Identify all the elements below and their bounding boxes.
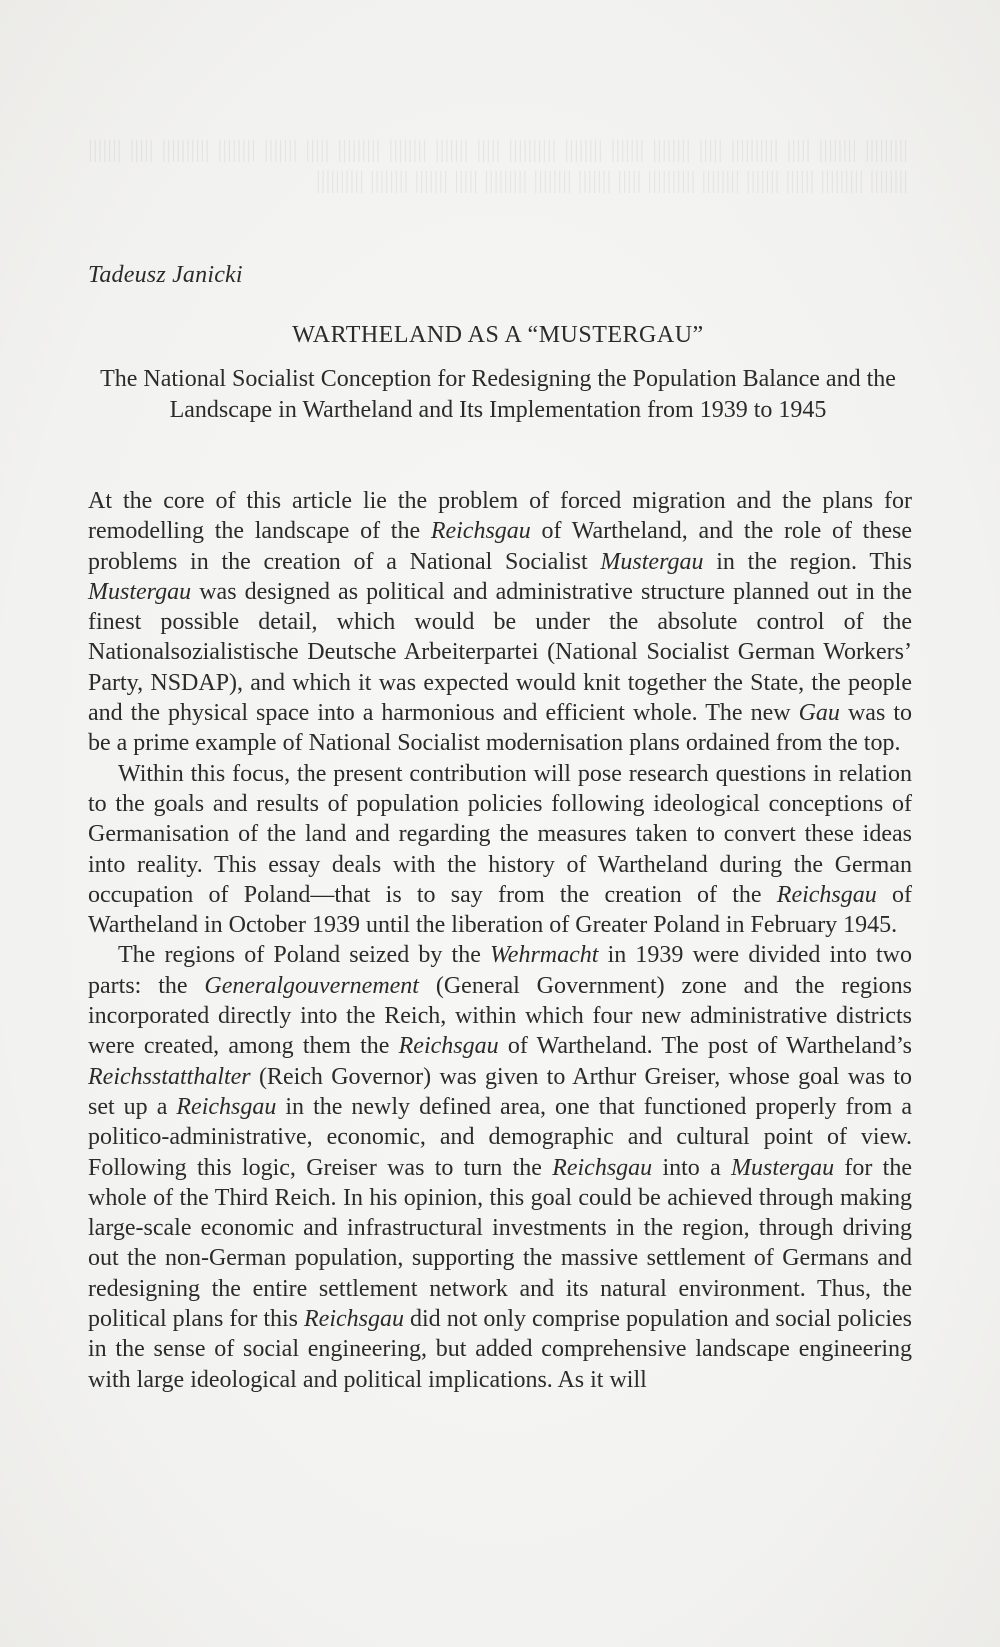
text-run: At the core of this article lie the problem of forced migration and the plans for remodelling the landscape of the	[88, 488, 912, 545]
italic-term: Mustergau	[600, 548, 704, 575]
text-run: (General Government) zone and the regions incorporated directly into the Reich, within which four new administrative districts were created, among them the	[88, 972, 912, 1060]
text-run: in the region. This	[703, 548, 912, 575]
text-run: Within this focus, the present contribution will pose research questions in relation to the goals and results of population policies following ideological conceptions of Germanisation of the land and regarding the measures taken to convert these ideas into reality. This essay deals with the history of Wartheland during the German occupation of Poland—that is to say from the creation of the	[88, 760, 912, 908]
text-run: for the whole of the Third Reich. In his opinion, this goal could be achieved through making large-scale economic and infrastructural investments in the region, through driving out the non-German population, supporting the massive settlement of Germans and redesigning the entire settlement network and its natural environment. Thus, the political plans for this	[88, 1154, 913, 1333]
text-run: of Wartheland, and the role of these problems in the creation of a National Socialist	[88, 518, 912, 575]
text-run: in the newly defined area, one that functioned properly from a politico-administrative, economic, and demographic and cultural point of view. Following this logic, Greiser was to turn the	[88, 1093, 913, 1181]
text-run: in 1939 were divided into two parts: the	[88, 942, 912, 999]
text-run: was to be a prime example of National Socialist modernisation plans ordained from the top.	[88, 700, 912, 757]
body-paragraph	[88, 486, 912, 759]
italic-term: Reichsgau	[304, 1306, 404, 1333]
italic-term: Reichsgau	[552, 1154, 653, 1181]
text-run: of Wartheland. The post of Wartheland’s	[498, 1033, 912, 1060]
text-run: The regions of Poland seized by the	[118, 942, 490, 969]
article-body	[88, 486, 912, 1395]
article-subtitle: The National Socialist Conception for Redesigning the Population Balance and the Landscape in Wartheland and Its Implementation from 1939 to 1945	[100, 366, 896, 423]
italic-term: Mustergau	[88, 578, 192, 605]
text-run: into a	[652, 1154, 732, 1181]
text-run: was designed as political and administrative structure planned out in the finest possible detail, which would be under the absolute control of the Nationalsozialistische Deutsche Arbeiterpartei (National Socialist German Workers’ Party, NSDAP), and which it was expected would knit together the State, the people and the physical space into a harmonious and efficient whole. The new	[88, 578, 912, 727]
italic-term: Reichsgau	[398, 1033, 499, 1060]
italic-term: Reichsgau	[430, 518, 531, 545]
italic-term: Gau	[798, 700, 840, 727]
body-paragraph	[88, 759, 912, 941]
body-paragraph	[88, 940, 912, 1394]
text-run: did not only comprise population and social policies in the sense of social engineering, but added comprehensive landscape engineering with large ideological and political implications. As it will	[88, 1306, 912, 1393]
italic-term: Reichsgau	[776, 881, 877, 908]
italic-term: Generalgouvernement	[204, 972, 419, 999]
italic-term: Wehrmacht	[490, 942, 599, 969]
article-title: WARTHELAND AS A “MUSTERGAU”	[292, 322, 704, 348]
author-name: Tadeusz Janicki	[88, 262, 243, 288]
italic-term: Reichsstatthalter	[88, 1063, 251, 1090]
text-run: (Reich Governor) was given to Arthur Greiser, whose goal was to set up a	[88, 1063, 912, 1120]
text-run: of Wartheland in October 1939 until the liberation of Greater Poland in February 1945.	[88, 881, 912, 939]
italic-term: Reichsgau	[176, 1093, 277, 1120]
italic-term: Mustergau	[731, 1154, 835, 1181]
bleed-through-texture: ||||||||| |||||||| ||||| |||||||||| ||||| |||||||| ||||||| |||||||| |||||||||| ||||| ||||||| |||||||| ||||||||| ||||| ||||||| |||||||| |||||||||| ||||| ||||||| |||||||| ||||||||| |||||| ||||||| |||||||| |||||||||| ||||| ||||||| |||||||| ||||||||| ||||| ||||||| |||||||| ||||||||||	[88, 137, 908, 194]
